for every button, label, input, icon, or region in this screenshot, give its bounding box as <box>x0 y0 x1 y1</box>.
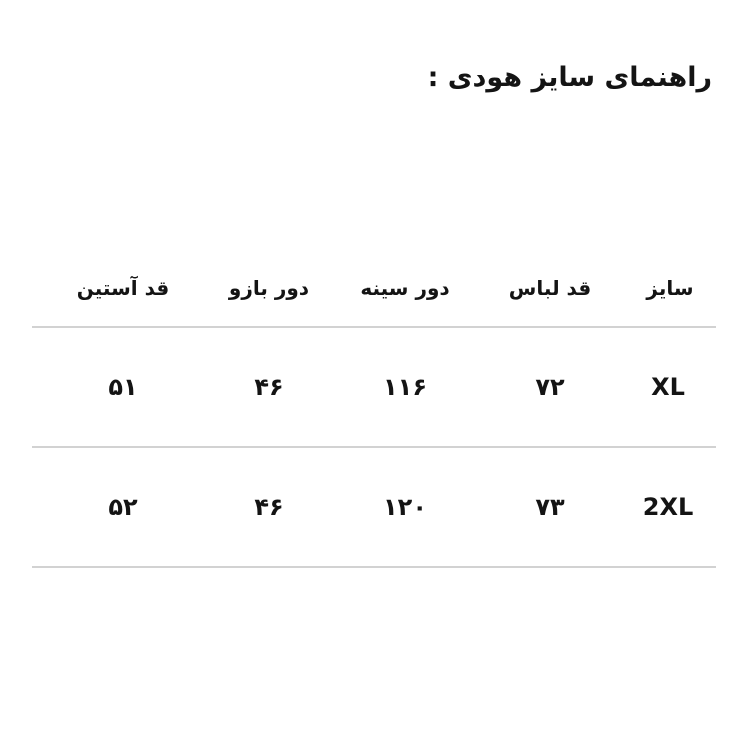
table-row <box>32 328 716 446</box>
header-size: سایز <box>646 276 694 300</box>
cell-size: XL <box>651 373 685 401</box>
table-header-row <box>32 248 716 326</box>
cell-arm: ۴۶ <box>254 373 284 401</box>
table-row <box>32 448 716 566</box>
header-chest: دور سینه <box>360 276 450 300</box>
header-garment-length: قد لباس <box>508 276 592 300</box>
cell-garment-length: ۷۳ <box>535 493 565 521</box>
cell-sleeve-length: ۵۲ <box>108 493 138 521</box>
table-divider <box>32 566 716 568</box>
header-arm: دور بازو <box>228 276 310 300</box>
cell-chest: ۱۲۰ <box>383 493 427 521</box>
header-sleeve-length: قد آستین <box>76 276 170 300</box>
cell-chest: ۱۱۶ <box>383 373 427 401</box>
page-title: راهنمای سایز هودی : <box>427 62 712 93</box>
size-table <box>32 248 716 568</box>
cell-size: 2XL <box>642 493 694 521</box>
cell-arm: ۴۶ <box>254 493 284 521</box>
cell-garment-length: ۷۲ <box>535 373 565 401</box>
cell-sleeve-length: ۵۱ <box>108 373 138 401</box>
